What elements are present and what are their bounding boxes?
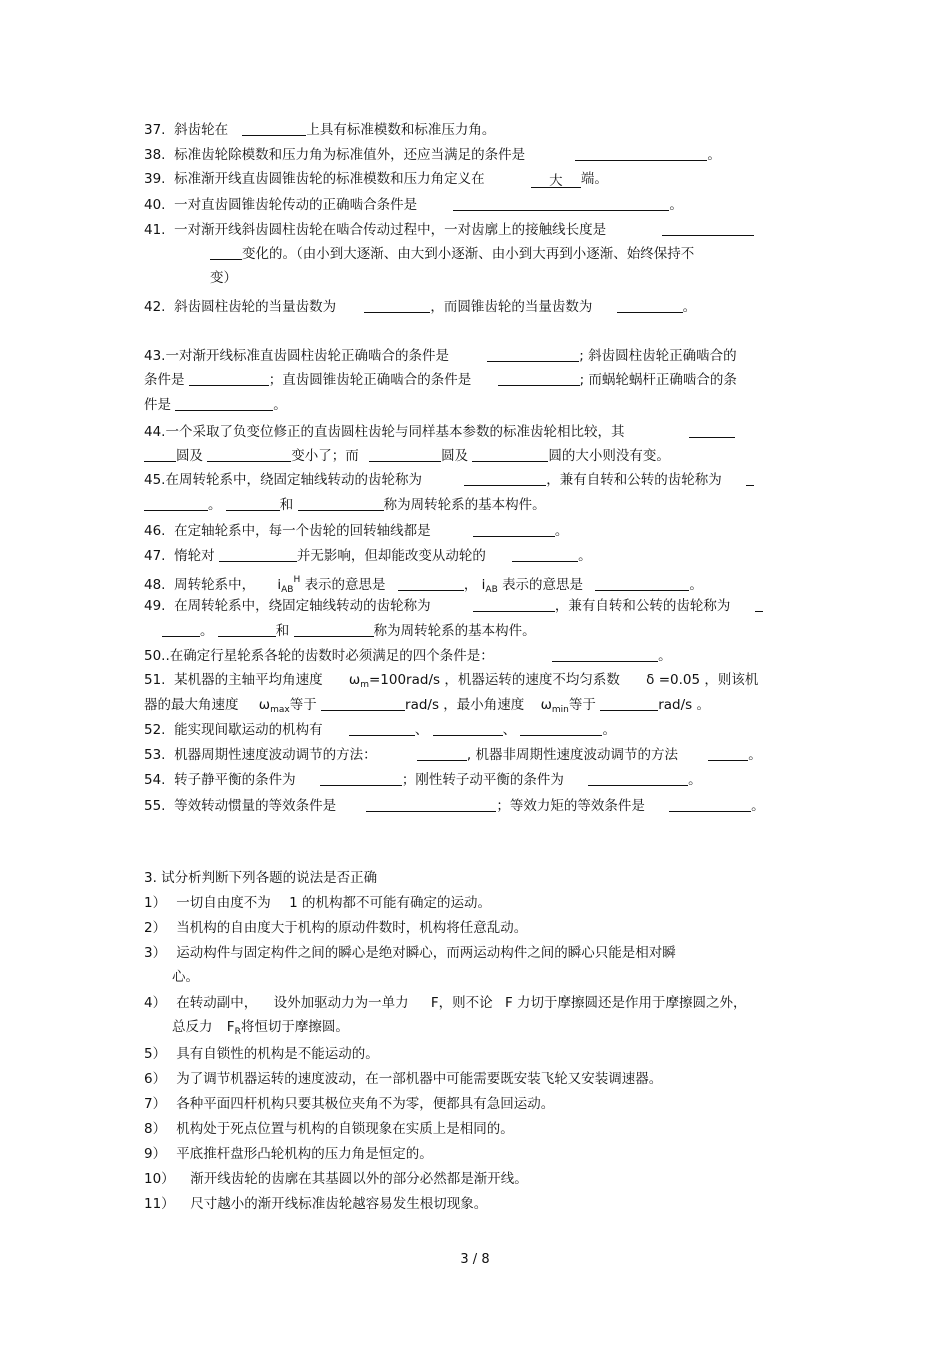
q-text: 上具有标准模数和标准压力角。 [306,122,496,138]
item-text: 为了调节机器运转的速度波动，在一部机器中可能需要既安装飞轮又安装调速器。 [176,1071,663,1087]
item-text: 将恒切于摩擦圆。 [240,1019,349,1035]
item-text: 各种平面四杆机构只要其极位夹角不为零，便都具有急回运动。 [176,1096,555,1112]
q-text: ；等效力矩的等效条件是 [496,798,645,814]
q-num: 46. [144,523,166,539]
q-num: 51. [144,672,166,688]
item-num: 11） [144,1196,175,1212]
q-text: 43.一对渐开线标准直齿圆柱齿轮正确啮合的条件是 [144,348,449,364]
q-num: 49. [144,598,166,614]
item-text: 当机构的自由度大于机构的原动件数时，机构将任意乱动。 [176,920,528,936]
answer-blank [552,646,658,662]
item-text: 设外加驱动力为一单力 [273,995,409,1011]
q-num: 55. [144,798,166,814]
answer-blank [398,575,464,591]
list-item-cont [172,1018,349,1041]
item-text: 在转动副中， [176,995,258,1011]
answer-blank [207,446,291,462]
symbol-omega: ω [348,672,361,688]
item-text: 运动构件与固定构件之间的瞬心是绝对瞬心，而两运动构件之间的瞬心只能是相对瞬 [176,945,676,961]
section-title: 3. 试分析判断下列各题的说法是否正确 [144,870,378,886]
q-text: ， [463,577,478,593]
q-text: ，而圆锥齿轮的当量齿数为 [430,299,593,315]
list-item [144,1095,554,1113]
q-text: 件是 [144,397,171,413]
q-text: 。 [688,772,702,788]
answer-blank [294,621,374,637]
q-text: 。 [273,397,287,413]
question-51-cont [144,695,710,719]
q-text: 表示的意思是 [502,577,584,593]
q-text: ，最小角速度 [443,697,525,713]
answer-blank [417,745,467,761]
question-47 [144,546,592,565]
item-text: 一切自由度不为 [176,895,271,911]
question-42 [144,297,696,316]
answer-blank [175,395,273,411]
answer-blank [349,720,415,736]
item-text: F 力切于摩擦圆还是作用于摩擦圆之外， [504,995,747,1011]
item-text: 渐开线齿轮的齿廓在其基圆以外的部分必然都是渐开线。 [190,1171,528,1187]
answer-blank [162,621,200,637]
q-text: 器的最大角速度 [144,697,239,713]
symbol-i: i [277,577,282,593]
q-text: 和 [279,497,294,513]
q-num: 48. [144,577,166,593]
q-value: =100rad/s [368,672,441,688]
q-text: 圆及 [176,448,203,464]
q-text: 。 [200,623,214,639]
superscript: H [293,575,301,585]
question-43-cont [144,370,737,389]
question-46 [144,521,568,540]
item-text: 总反力 [172,1019,213,1035]
q-text: 某机器的主轴平均角速度 [174,672,323,688]
q-text: 。 [751,798,765,814]
question-40 [144,195,683,214]
q-num: 42. [144,299,166,315]
list-item [144,994,747,1012]
q-text: ，兼有自转和公转的齿轮称为 [546,472,722,488]
q-text: ，机器运转的速度不均匀系数 [444,672,620,688]
question-49-cont [162,621,536,640]
q-unit: rad/s [658,697,693,713]
q-text: 。 [689,577,703,593]
list-item [144,919,527,937]
q-text: , 机器非周期性速度波动调节的方法 [466,747,678,763]
answer-blank: 大 [531,172,581,188]
question-43 [144,346,737,365]
q-text: 一对渐开线斜齿圆柱齿轮在啮合传动过程中，一对齿廓上的接触线长度是 [174,222,607,238]
item-num: 9） [144,1146,167,1162]
answer-blank [669,796,751,812]
q-num: 41. [144,222,166,238]
q-text: ，兼有自转和公转的齿轮称为 [554,598,731,614]
q-text: ；直齿圆锥齿轮正确啮合的条件是 [268,372,472,388]
item-num: 8） [144,1121,167,1137]
q-num: 52. [144,722,166,738]
question-49 [144,596,763,615]
q-num: 38. [144,147,166,163]
q-text: 在周转轮系中，绕固定轴线转动的齿轮称为 [174,598,431,614]
q-text: 44.一个采取了负变位修正的直齿圆柱齿轮与同样基本参数的标准齿轮相比较，其 [144,424,625,440]
item-num: 7） [144,1096,167,1112]
q-text: ; 而蜗轮蜗杆正确啮合的条 [579,372,737,388]
answer-blank [662,220,754,236]
q-num: 40. [144,197,166,213]
q-text: 称为周转轮系的基本构件。 [373,623,536,639]
question-50 [144,646,672,665]
q-text: 45.在周转轮系中，绕固定轴线转动的齿轮称为 [144,472,422,488]
q-text: 变小了；而 [291,448,359,464]
answer-blank [464,470,546,486]
page-number: 3 / 8 [460,1252,490,1267]
q-text: 斜齿轮在 [174,122,229,138]
subscript: min [551,705,569,715]
answer-blank [321,695,405,711]
question-54 [144,770,702,789]
question-44 [144,422,735,441]
subscript: m [360,680,369,690]
q-text: 。 [707,147,721,163]
subscript: AB [485,585,498,595]
q-num: 53. [144,747,166,763]
item-num: 2） [144,920,167,936]
item-text: 尺寸越小的渐开线标准齿轮越容易发生根切现象。 [190,1196,488,1212]
question-38 [144,145,721,164]
q-text: 、 [414,722,429,738]
q-text: ，则该机 [704,672,759,688]
subscript: AB [281,585,294,595]
answer-blank [498,370,580,386]
answer-blank [617,297,683,313]
answer-blank [298,495,384,511]
answer-blank [473,521,555,537]
q-text: 端。 [580,171,608,187]
question-55 [144,796,765,815]
item-num: 6） [144,1071,167,1087]
list-item [144,894,491,912]
q-text: 称为周转轮系的基本构件。 [383,497,546,513]
answer-blank [575,145,707,161]
answer-blank [226,495,280,511]
list-item [144,944,676,962]
answer-blank [218,621,276,637]
list-item [144,1070,662,1088]
question-51 [144,671,758,694]
question-41-cont [210,244,694,263]
list-item [144,1170,528,1188]
question-41 [144,220,754,239]
item-text: 具有自锁性的机构是不能运动的。 [176,1046,379,1062]
item-text: F [226,1019,235,1035]
q-text: 标准渐开线直齿圆锥齿轮的标准模数和压力角定义在 [174,171,485,187]
answer-blank [242,120,306,136]
q-text: 转子静平衡的条件为 [174,772,296,788]
q-unit: rad/s [405,697,439,713]
answer-blank [364,297,430,313]
subscript: R [234,1027,241,1037]
question-43-cont2 [144,395,287,414]
question-37 [144,120,495,139]
q-num: 47. [144,548,166,564]
item-num: 3） [144,945,167,961]
answer-blank [746,470,754,486]
item-text: 机构处于死点位置与机构的自锁现象在实质上是相同的。 [176,1121,514,1137]
q-text: 变化的。（由小到大逐渐、由大到小逐渐、由小到大再到小逐渐、始终保持不 [242,246,695,262]
answer-blank [512,546,578,562]
item-text: F，则不论 [430,995,493,1011]
q-num: 54. [144,772,166,788]
question-48 [144,571,703,599]
list-item-cont: 心。 [172,969,199,985]
q-text: 。 [554,523,569,539]
q-text: 和 [275,623,290,639]
subscript: max [270,705,290,715]
answer-blank [600,695,658,711]
q-text: 机器周期性速度波动调节的方法： [174,747,377,763]
answer-blank [219,546,297,562]
item-num: 10） [144,1171,175,1187]
q-text: 并无影响，但却能改变从动轮的 [296,548,486,564]
q-text: ；刚性转子动平衡的条件为 [401,772,564,788]
answer-blank [433,720,503,736]
q-text: 。 [669,197,683,213]
list-item [144,1195,487,1213]
answer-blank [189,370,269,386]
question-45 [144,470,754,489]
q-text: 。 [578,548,592,564]
answer-blank [708,745,748,761]
answer-blank [144,495,208,511]
q-text: 。 [696,697,710,713]
answer-blank [144,446,176,462]
q-text: 50..在确定行星轮系各轮的齿数时必须满足的四个条件是： [144,648,494,664]
item-text: 1 的机构都不可能有确定的运动。 [289,895,491,911]
answer-blank [453,195,669,211]
answer-blank [588,770,688,786]
q-text: 等于 [568,697,596,713]
symbol-i: i [481,577,486,593]
q-text: 变） [210,270,237,286]
q-text: 。 [658,648,672,664]
list-item [144,1120,514,1138]
q-text: 、 [502,722,517,738]
question-44-cont [144,446,670,465]
q-text: 等效转动惯量的等效条件是 [174,798,337,814]
item-num: 4） [144,995,167,1011]
symbol-omega: ω [540,697,552,713]
question-45-cont [144,495,546,514]
answer-blank [595,575,689,591]
q-text: 。 [208,497,222,513]
q-text: 圆的大小则没有变。 [548,448,670,464]
list-item [144,1045,379,1063]
q-text: 能实现间歇运动的机构有 [174,722,323,738]
q-text: 。 [602,722,616,738]
question-41-cont2 [210,269,237,287]
answer-blank [755,596,763,612]
item-num: 5） [144,1046,167,1062]
list-item [144,1145,433,1163]
answer-blank [320,770,402,786]
question-52 [144,720,616,739]
q-text: 惰轮对 [174,548,215,564]
answer-blank [689,422,735,438]
q-num: 37. [144,122,166,138]
answer-blank [473,596,555,612]
q-text: 周转轮系中， [174,577,256,593]
item-num: 1） [144,895,167,911]
q-value: =0.05 [658,672,701,688]
question-39 [144,170,608,188]
answer-blank [472,446,548,462]
q-text: 标准齿轮除模数和压力角为标准值外，还应当满足的条件是 [174,147,526,163]
q-text: 斜齿圆柱齿轮的当量齿数为 [174,299,337,315]
q-text: ; 斜齿圆柱齿轮正确啮合的 [579,348,737,364]
q-text: 。 [682,299,697,315]
q-num: 39. [144,171,166,187]
q-text: 表示的意思是 [304,577,386,593]
q-text: 圆及 [441,448,469,464]
q-text: 一对直齿圆锥齿轮传动的正确啮合条件是 [174,197,418,213]
symbol-delta: δ [646,672,655,688]
answer-blank [369,446,441,462]
answer-blank [520,720,602,736]
q-text: 条件是 [144,372,185,388]
item-text: 平底推杆盘形凸轮机构的压力角是恒定的。 [176,1146,433,1162]
symbol-omega: ω [258,697,271,713]
q-text: 等于 [289,697,317,713]
answer-blank [366,796,496,812]
q-text: 在定轴轮系中，每一个齿轮的回转轴线都是 [174,523,431,539]
answer-blank [487,346,579,362]
question-53 [144,745,762,764]
q-text: 。 [748,747,762,763]
answer-blank [210,244,242,260]
